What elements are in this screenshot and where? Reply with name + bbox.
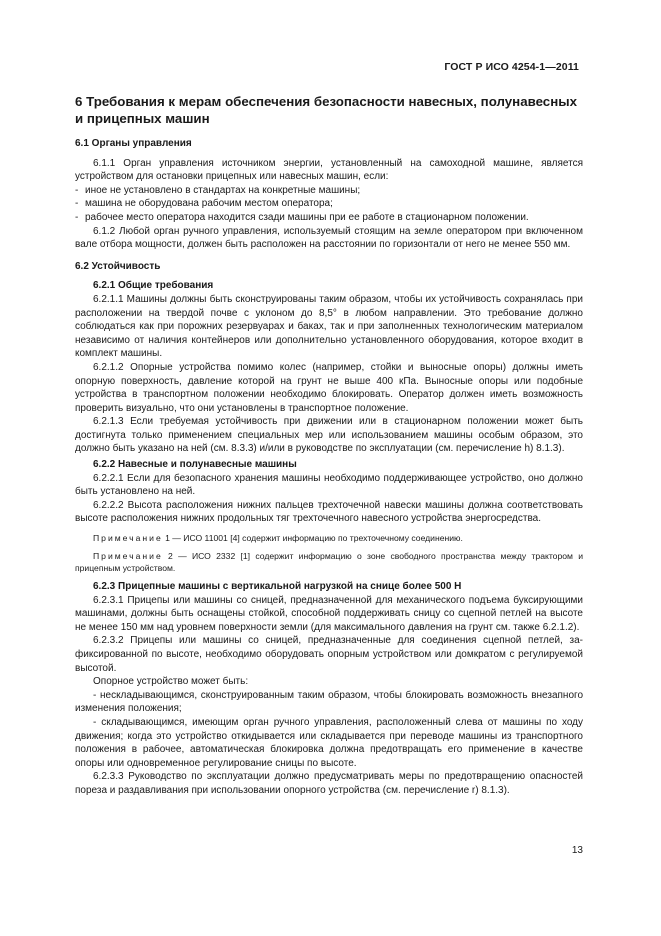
page-number: 13	[571, 845, 583, 856]
paragraph-6-1-1: 6.1.1 Орган управления источником энергии, установленный на самоходной машине, является устройством для остановки прицепных или навесных машин, если:	[75, 157, 583, 183]
paragraph-6-2-3-2: 6.2.3.2 Прицепы или машины со сницей, предназначенные для соединения сцепной петлей, зафиксированной по высоте, необходимо оборудовать опорным устройством или домкратом с регулируемой высотой.	[75, 635, 583, 674]
clause-title-6-2-3: 6.2.3 Прицепные машины с вертикальной нагрузкой на снице более 500 Н	[93, 581, 462, 593]
subsection-title-6-1: 6.1 Органы управления	[75, 138, 192, 149]
paragraph-support-types: Опорное устройство может быть:	[93, 676, 249, 688]
note-text: 2 — ИСО 2332 [1] содержит информацию о зоне свободного пространства между трактором и прицепным устройством.	[75, 551, 583, 574]
subsection-title-6-2: 6.2 Устойчивость	[75, 260, 161, 272]
clause-title-6-2-1: 6.2.1 Общие требования	[93, 280, 214, 292]
note-1	[75, 532, 583, 544]
page-content	[75, 93, 583, 798]
note-label: Примечание	[93, 551, 163, 562]
list-item: - машина не оборудована рабочим местом оператора;	[75, 198, 333, 210]
section-title: 6 Требования к мерам обеспечения безопасности навесных, полунавесных и прицепных машин	[75, 94, 577, 126]
note-label: Примечание	[93, 533, 163, 544]
paragraph-6-2-1-1: 6.2.1.1 Машины должны быть сконструированы таким образом, чтобы их устойчивость сохранялась при расположении на твердой почве с уклоном до 8,5° в любом направлении. Это требование должно соблюдаться как при порожних резервуарах и баках, так и при заполненных технологическим материалом независимо от наличия контейнеров или дополнительно установленного оборудования, которое входит в комплект машины.	[75, 293, 583, 360]
paragraph-6-2-1-2: 6.2.1.2 Опорные устройства помимо колес (например, стойки и выносные опоры) должны иметь опорную поверхность, давление которой на грунт не выше 400 кПа. Выносные опоры или подобные устройства в транспортном положении необходимо блокировать. Оператор должен иметь возможность проверить визуально, что они установлены в транспортное положение.	[75, 361, 583, 414]
document-code-header: ГОСТ Р ИСО 4254-1—2011	[444, 61, 579, 73]
paragraph-6-2-2-1: 6.2.2.1 Если для безопасного хранения машины необходимо поддерживающее устройство, оно должно быть установлено на ней.	[75, 472, 583, 498]
paragraph-6-2-1-3: 6.2.1.3 Если требуемая устойчивость при движении или в стационарном положении может быть достигнута только применением специальных мер или использованием машины особым образом, это должно быть указано на ней (см. 8.3.3) и/или в руководстве по эксплуатации (см. перечисление h) 8.1.3).	[75, 416, 583, 455]
paragraph-6-2-2-2: 6.2.2.2 Высота расположения нижних пальцев трехточечной навески машины должна соответствовать высоте расположения нижних продольных тяг трехточечного навесного устройства энергосредства.	[75, 499, 583, 525]
clause-title-6-2-2: 6.2.2 Навесные и полунавесные машины	[93, 459, 297, 471]
note-text: 1 — ИСО 11001 [4] содержит информацию по трехточечному соединению.	[162, 533, 463, 544]
list-item: - нескладывающимся, сконструированным таким образом, чтобы блокировать возможность внезапного изменения положения;	[75, 689, 583, 715]
note-2	[75, 550, 583, 574]
paragraph-6-2-3-3: 6.2.3.3 Руководство по эксплуатации должно предусматривать меры по предотвращению опасностей пореза и раздавливания при использовании опорного устройства (см. перечисление r) 8.1.3).	[75, 771, 583, 796]
list-item: - складывающимся, имеющим орган ручного управления, расположенный слева от машины по ходу движения; когда это устройство откидывается или складывается при переводе машины из транспортного положения в рабочее, автоматическая блокировка должна предотвращать его применение в качестве опоры или одновременное регулирование сницы по высоте.	[75, 716, 584, 769]
list-item: - рабочее место оператора находится сзади машины при ее работе в стационарном положении.	[75, 211, 529, 223]
list-item: - иное не установлено в стандартах на конкретные машины;	[75, 184, 361, 196]
paragraph-6-1-2: 6.1.2 Любой орган ручного управления, используемый стоящим на земле оператором при включенном вале отбора мощности, должен быть расположен на расстоянии по горизонтали от него не менее 550 мм.	[75, 225, 583, 251]
paragraph-6-2-3-1: 6.2.3.1 Прицепы или машины со сницей, предназначенной для механического подъема буксирующими машинами, должны быть оснащены стойкой, способной поддерживать сницу со сцепной петлей на высоте не менее 150 мм над уровнем поверхности земли (для максимального давления на грунт см. также 6.2.1.2).	[75, 594, 583, 633]
